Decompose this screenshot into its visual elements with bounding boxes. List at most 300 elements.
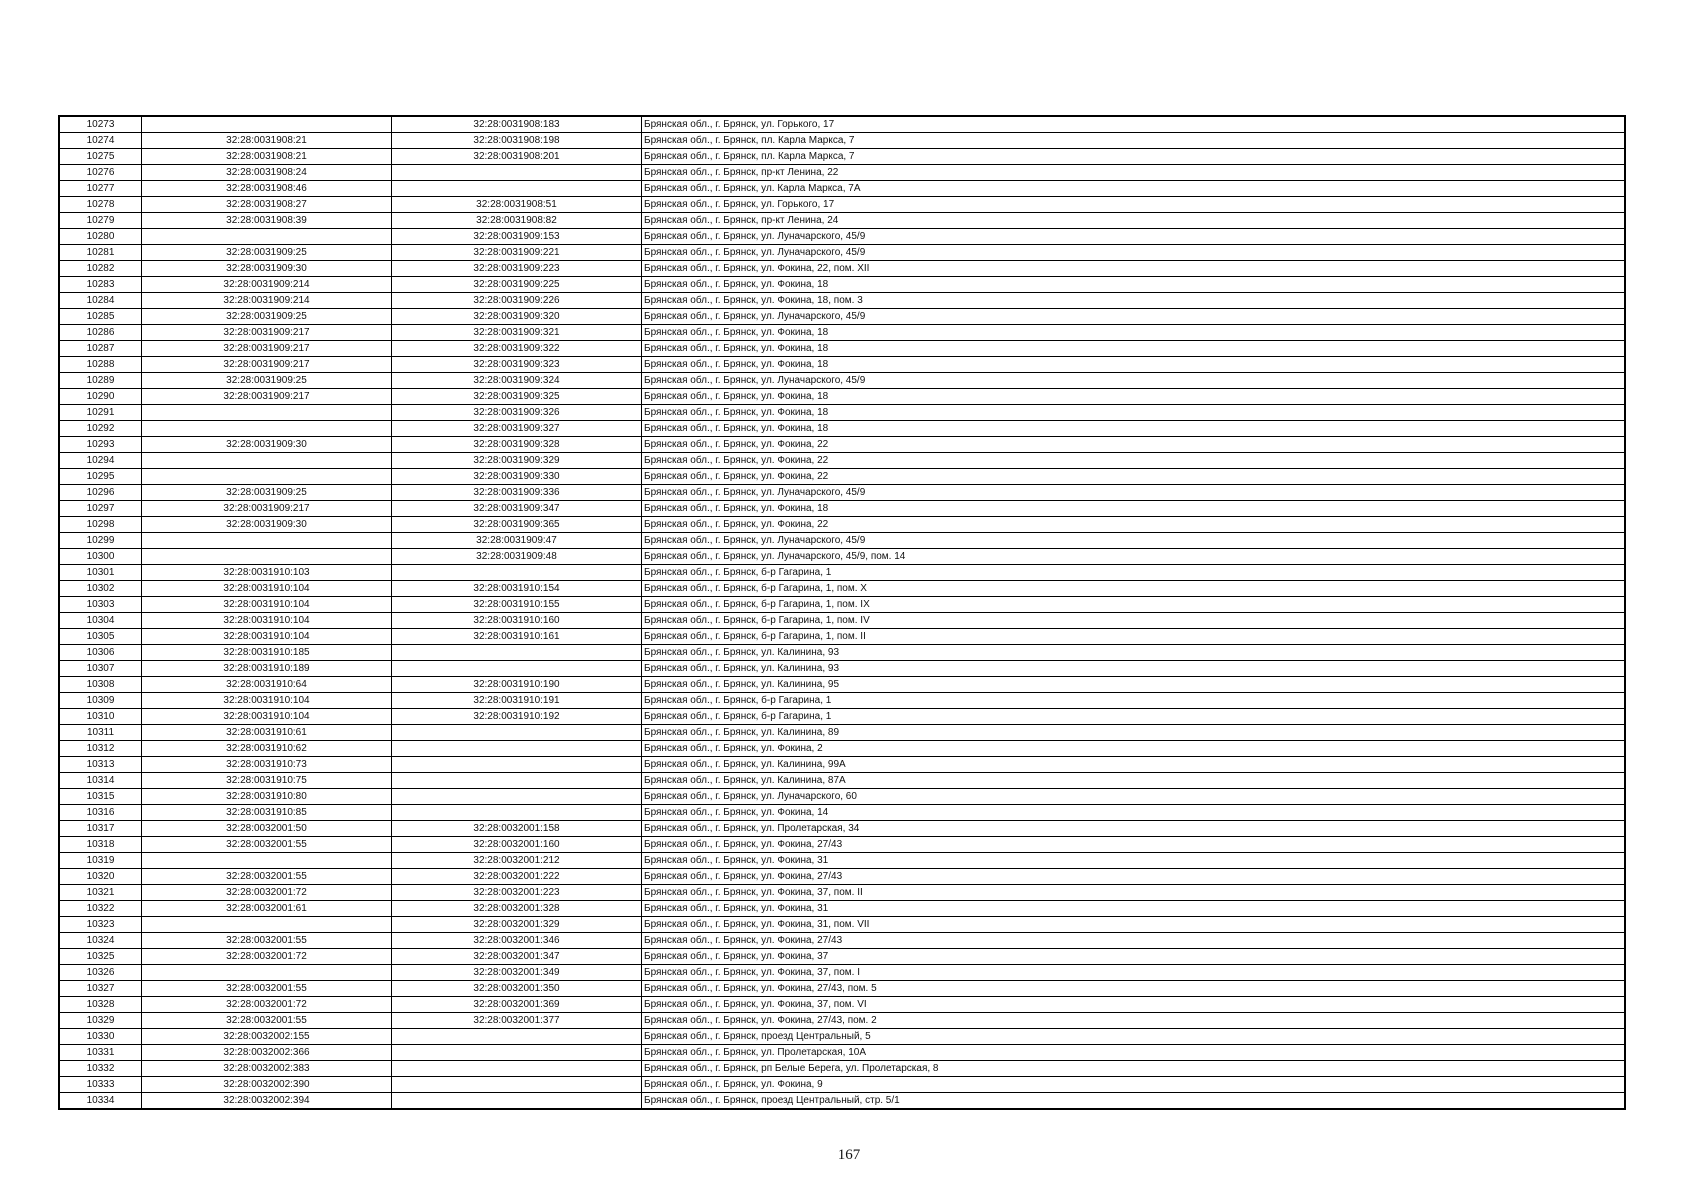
address-cell: Брянская обл., г. Брянск, ул. Фокина, 27/43, пом. 5 xyxy=(642,981,1626,997)
object-cadastral-cell: 32:28:0032001:328 xyxy=(392,901,642,917)
row-number-cell: 10302 xyxy=(59,581,142,597)
address-cell: Брянская обл., г. Брянск, ул. Калинина, 95 xyxy=(642,677,1626,693)
land-cadastral-cell: 32:28:0032001:72 xyxy=(142,997,392,1013)
row-number-cell: 10311 xyxy=(59,725,142,741)
address-cell: Брянская обл., г. Брянск, ул. Фокина, 22 xyxy=(642,517,1626,533)
row-number-cell: 10279 xyxy=(59,213,142,229)
table-row xyxy=(59,1061,1625,1077)
address-cell: Брянская обл., г. Брянск, ул. Фокина, 18 xyxy=(642,277,1626,293)
object-cadastral-cell: 32:28:0031910:155 xyxy=(392,597,642,613)
address-cell: Брянская обл., г. Брянск, пр-кт Ленина, 24 xyxy=(642,213,1626,229)
object-cadastral-cell: 32:28:0031908:51 xyxy=(392,197,642,213)
address-cell: Брянская обл., г. Брянск, ул. Фокина, 18 xyxy=(642,325,1626,341)
land-cadastral-cell: 32:28:0032001:61 xyxy=(142,901,392,917)
row-number-cell: 10276 xyxy=(59,165,142,181)
land-cadastral-cell: 32:28:0031908:24 xyxy=(142,165,392,181)
row-number-cell: 10314 xyxy=(59,773,142,789)
object-cadastral-cell: 32:28:0031909:322 xyxy=(392,341,642,357)
object-cadastral-cell: 32:28:0031909:153 xyxy=(392,229,642,245)
object-cadastral-cell: 32:28:0032001:349 xyxy=(392,965,642,981)
table-row xyxy=(59,245,1625,261)
object-cadastral-cell: 32:28:0031910:190 xyxy=(392,677,642,693)
land-cadastral-cell: 32:28:0031909:25 xyxy=(142,373,392,389)
address-cell: Брянская обл., г. Брянск, ул. Фокина, 31, пом. VII xyxy=(642,917,1626,933)
object-cadastral-cell: 32:28:0031909:328 xyxy=(392,437,642,453)
land-cadastral-cell: 32:28:0031909:30 xyxy=(142,437,392,453)
table-row xyxy=(59,437,1625,453)
row-number-cell: 10296 xyxy=(59,485,142,501)
address-cell: Брянская обл., г. Брянск, ул. Фокина, 27/43 xyxy=(642,933,1626,949)
object-cadastral-cell: 32:28:0032001:222 xyxy=(392,869,642,885)
land-cadastral-cell: 32:28:0031910:61 xyxy=(142,725,392,741)
address-cell: Брянская обл., г. Брянск, пл. Карла Маркса, 7 xyxy=(642,133,1626,149)
address-cell: Брянская обл., г. Брянск, ул. Фокина, 2 xyxy=(642,741,1626,757)
object-cadastral-cell: 32:28:0031910:154 xyxy=(392,581,642,597)
table-row xyxy=(59,629,1625,645)
row-number-cell: 10293 xyxy=(59,437,142,453)
address-cell: Брянская обл., г. Брянск, ул. Фокина, 18 xyxy=(642,357,1626,373)
land-cadastral-cell: 32:28:0031910:104 xyxy=(142,597,392,613)
row-number-cell: 10288 xyxy=(59,357,142,373)
table-row xyxy=(59,1093,1625,1110)
table-row xyxy=(59,149,1625,165)
land-cadastral-cell: 32:28:0032001:55 xyxy=(142,981,392,997)
table-row xyxy=(59,789,1625,805)
row-number-cell: 10322 xyxy=(59,901,142,917)
address-cell: Брянская обл., г. Брянск, ул. Горького, 17 xyxy=(642,197,1626,213)
table-row xyxy=(59,1013,1625,1029)
row-number-cell: 10304 xyxy=(59,613,142,629)
row-number-cell: 10330 xyxy=(59,1029,142,1045)
object-cadastral-cell: 32:28:0032001:329 xyxy=(392,917,642,933)
object-cadastral-cell: 32:28:0032001:347 xyxy=(392,949,642,965)
table-row xyxy=(59,165,1625,181)
address-cell: Брянская обл., г. Брянск, ул. Горького, 17 xyxy=(642,116,1626,133)
address-cell: Брянская обл., г. Брянск, ул. Фокина, 18 xyxy=(642,501,1626,517)
table-row xyxy=(59,421,1625,437)
address-cell: Брянская обл., г. Брянск, ул. Фокина, 31 xyxy=(642,853,1626,869)
land-cadastral-cell: 32:28:0031910:185 xyxy=(142,645,392,661)
row-number-cell: 10291 xyxy=(59,405,142,421)
table-row xyxy=(59,485,1625,501)
row-number-cell: 10321 xyxy=(59,885,142,901)
object-cadastral-cell: 32:28:0031908:82 xyxy=(392,213,642,229)
land-cadastral-cell: 32:28:0031909:217 xyxy=(142,501,392,517)
land-cadastral-cell: 32:28:0031909:217 xyxy=(142,325,392,341)
address-cell: Брянская обл., г. Брянск, ул. Фокина, 18 xyxy=(642,421,1626,437)
table-row xyxy=(59,917,1625,933)
row-number-cell: 10283 xyxy=(59,277,142,293)
row-number-cell: 10328 xyxy=(59,997,142,1013)
address-cell: Брянская обл., г. Брянск, ул. Пролетарская, 34 xyxy=(642,821,1626,837)
table-row xyxy=(59,1045,1625,1061)
address-cell: Брянская обл., г. Брянск, ул. Фокина, 27/43 xyxy=(642,869,1626,885)
land-cadastral-cell xyxy=(142,549,392,565)
table-row xyxy=(59,1077,1625,1093)
table-row xyxy=(59,517,1625,533)
address-cell: Брянская обл., г. Брянск, проезд Центральный, стр. 5/1 xyxy=(642,1093,1626,1110)
address-cell: Брянская обл., г. Брянск, ул. Фокина, 22 xyxy=(642,437,1626,453)
object-cadastral-cell xyxy=(392,773,642,789)
table-row xyxy=(59,453,1625,469)
row-number-cell: 10315 xyxy=(59,789,142,805)
object-cadastral-cell: 32:28:0031909:327 xyxy=(392,421,642,437)
object-cadastral-cell: 32:28:0031910:192 xyxy=(392,709,642,725)
land-cadastral-cell: 32:28:0032001:55 xyxy=(142,933,392,949)
object-cadastral-cell xyxy=(392,789,642,805)
row-number-cell: 10274 xyxy=(59,133,142,149)
land-cadastral-cell: 32:28:0032002:394 xyxy=(142,1093,392,1110)
row-number-cell: 10308 xyxy=(59,677,142,693)
address-cell: Брянская обл., г. Брянск, ул. Луначарского, 45/9 xyxy=(642,245,1626,261)
address-cell: Брянская обл., г. Брянск, ул. Карла Маркса, 7А xyxy=(642,181,1626,197)
address-cell: Брянская обл., г. Брянск, пл. Карла Маркса, 7 xyxy=(642,149,1626,165)
row-number-cell: 10326 xyxy=(59,965,142,981)
row-number-cell: 10286 xyxy=(59,325,142,341)
object-cadastral-cell: 32:28:0032001:369 xyxy=(392,997,642,1013)
land-cadastral-cell xyxy=(142,853,392,869)
address-cell: Брянская обл., г. Брянск, ул. Пролетарская, 10А xyxy=(642,1045,1626,1061)
address-cell: Брянская обл., г. Брянск, ул. Фокина, 37, пом. VI xyxy=(642,997,1626,1013)
object-cadastral-cell xyxy=(392,1077,642,1093)
address-cell: Брянская обл., г. Брянск, ул. Калинина, 87А xyxy=(642,773,1626,789)
table-row xyxy=(59,197,1625,213)
object-cadastral-cell xyxy=(392,645,642,661)
object-cadastral-cell: 32:28:0032001:160 xyxy=(392,837,642,853)
row-number-cell: 10312 xyxy=(59,741,142,757)
land-cadastral-cell: 32:28:0031910:104 xyxy=(142,709,392,725)
land-cadastral-cell: 32:28:0032001:72 xyxy=(142,949,392,965)
object-cadastral-cell: 32:28:0031910:191 xyxy=(392,693,642,709)
table-row xyxy=(59,597,1625,613)
row-number-cell: 10324 xyxy=(59,933,142,949)
table-row xyxy=(59,677,1625,693)
table-row xyxy=(59,293,1625,309)
address-cell: Брянская обл., г. Брянск, ул. Калинина, 99А xyxy=(642,757,1626,773)
object-cadastral-cell xyxy=(392,1093,642,1110)
object-cadastral-cell: 32:28:0032001:346 xyxy=(392,933,642,949)
row-number-cell: 10316 xyxy=(59,805,142,821)
table-row xyxy=(59,116,1625,133)
address-cell: Брянская обл., г. Брянск, ул. Луначарского, 45/9 xyxy=(642,309,1626,325)
row-number-cell: 10303 xyxy=(59,597,142,613)
object-cadastral-cell: 32:28:0031909:323 xyxy=(392,357,642,373)
row-number-cell: 10334 xyxy=(59,1093,142,1110)
land-cadastral-cell: 32:28:0032002:366 xyxy=(142,1045,392,1061)
land-cadastral-cell: 32:28:0031910:104 xyxy=(142,629,392,645)
object-cadastral-cell: 32:28:0031909:365 xyxy=(392,517,642,533)
object-cadastral-cell: 32:28:0031909:329 xyxy=(392,453,642,469)
land-cadastral-cell: 32:28:0032001:50 xyxy=(142,821,392,837)
object-cadastral-cell: 32:28:0031909:330 xyxy=(392,469,642,485)
table-row xyxy=(59,693,1625,709)
table-row xyxy=(59,725,1625,741)
land-cadastral-cell: 32:28:0032002:390 xyxy=(142,1077,392,1093)
address-cell: Брянская обл., г. Брянск, пр-кт Ленина, 22 xyxy=(642,165,1626,181)
row-number-cell: 10306 xyxy=(59,645,142,661)
land-cadastral-cell: 32:28:0031909:214 xyxy=(142,293,392,309)
table-row xyxy=(59,773,1625,789)
row-number-cell: 10284 xyxy=(59,293,142,309)
table-row xyxy=(59,565,1625,581)
table-row xyxy=(59,901,1625,917)
object-cadastral-cell: 32:28:0031909:336 xyxy=(392,485,642,501)
table-row xyxy=(59,949,1625,965)
object-cadastral-cell xyxy=(392,805,642,821)
address-cell: Брянская обл., г. Брянск, б-р Гагарина, 1 xyxy=(642,565,1626,581)
row-number-cell: 10327 xyxy=(59,981,142,997)
row-number-cell: 10273 xyxy=(59,116,142,133)
address-cell: Брянская обл., г. Брянск, ул. Фокина, 27/43, пом. 2 xyxy=(642,1013,1626,1029)
object-cadastral-cell: 32:28:0031910:160 xyxy=(392,613,642,629)
land-cadastral-cell xyxy=(142,453,392,469)
row-number-cell: 10287 xyxy=(59,341,142,357)
table-row xyxy=(59,933,1625,949)
row-number-cell: 10300 xyxy=(59,549,142,565)
address-cell: Брянская обл., г. Брянск, ул. Фокина, 31 xyxy=(642,901,1626,917)
row-number-cell: 10307 xyxy=(59,661,142,677)
row-number-cell: 10294 xyxy=(59,453,142,469)
object-cadastral-cell xyxy=(392,1061,642,1077)
land-cadastral-cell: 32:28:0031910:85 xyxy=(142,805,392,821)
row-number-cell: 10310 xyxy=(59,709,142,725)
object-cadastral-cell: 32:28:0031909:225 xyxy=(392,277,642,293)
table-row xyxy=(59,661,1625,677)
land-cadastral-cell: 32:28:0032002:155 xyxy=(142,1029,392,1045)
address-cell: Брянская обл., г. Брянск, ул. Фокина, 9 xyxy=(642,1077,1626,1093)
row-number-cell: 10290 xyxy=(59,389,142,405)
address-cell: Брянская обл., г. Брянск, ул. Фокина, 18, пом. 3 xyxy=(642,293,1626,309)
table-row xyxy=(59,373,1625,389)
address-cell: Брянская обл., г. Брянск, ул. Фокина, 37, пом. II xyxy=(642,885,1626,901)
object-cadastral-cell: 32:28:0031909:221 xyxy=(392,245,642,261)
table-row xyxy=(59,469,1625,485)
land-cadastral-cell: 32:28:0031910:104 xyxy=(142,693,392,709)
table-row xyxy=(59,357,1625,373)
address-cell: Брянская обл., г. Брянск, ул. Фокина, 27/43 xyxy=(642,837,1626,853)
land-cadastral-cell: 32:28:0032002:383 xyxy=(142,1061,392,1077)
land-cadastral-cell xyxy=(142,917,392,933)
address-cell: Брянская обл., г. Брянск, ул. Фокина, 22 xyxy=(642,453,1626,469)
land-cadastral-cell xyxy=(142,533,392,549)
object-cadastral-cell: 32:28:0032001:377 xyxy=(392,1013,642,1029)
address-cell: Брянская обл., г. Брянск, ул. Фокина, 37, пом. I xyxy=(642,965,1626,981)
row-number-cell: 10277 xyxy=(59,181,142,197)
land-cadastral-cell: 32:28:0031909:25 xyxy=(142,309,392,325)
row-number-cell: 10285 xyxy=(59,309,142,325)
row-number-cell: 10313 xyxy=(59,757,142,773)
object-cadastral-cell xyxy=(392,741,642,757)
row-number-cell: 10301 xyxy=(59,565,142,581)
object-cadastral-cell: 32:28:0032001:212 xyxy=(392,853,642,869)
address-cell: Брянская обл., г. Брянск, ул. Луначарского, 45/9, пом. 14 xyxy=(642,549,1626,565)
address-cell: Брянская обл., г. Брянск, ул. Луначарского, 45/9 xyxy=(642,229,1626,245)
row-number-cell: 10332 xyxy=(59,1061,142,1077)
table-row xyxy=(59,853,1625,869)
page-number: 167 xyxy=(837,1147,861,1163)
address-cell: Брянская обл., г. Брянск, ул. Фокина, 18 xyxy=(642,405,1626,421)
address-cell: Брянская обл., г. Брянск, б-р Гагарина, 1, пом. IX xyxy=(642,597,1626,613)
address-cell: Брянская обл., г. Брянск, ул. Калинина, 93 xyxy=(642,661,1626,677)
object-cadastral-cell xyxy=(392,1045,642,1061)
table-row xyxy=(59,821,1625,837)
address-cell: Брянская обл., г. Брянск, ул. Фокина, 22 xyxy=(642,469,1626,485)
object-cadastral-cell: 32:28:0031909:326 xyxy=(392,405,642,421)
address-cell: Брянская обл., г. Брянск, б-р Гагарина, 1 xyxy=(642,709,1626,725)
table-row xyxy=(59,757,1625,773)
row-number-cell: 10333 xyxy=(59,1077,142,1093)
object-cadastral-cell: 32:28:0031909:321 xyxy=(392,325,642,341)
land-cadastral-cell: 32:28:0031910:189 xyxy=(142,661,392,677)
land-cadastral-cell: 32:28:0031909:30 xyxy=(142,261,392,277)
land-cadastral-cell xyxy=(142,965,392,981)
row-number-cell: 10278 xyxy=(59,197,142,213)
address-cell: Брянская обл., г. Брянск, ул. Фокина, 14 xyxy=(642,805,1626,821)
land-cadastral-cell: 32:28:0031910:104 xyxy=(142,581,392,597)
address-cell: Брянская обл., г. Брянск, ул. Фокина, 22, пом. XII xyxy=(642,261,1626,277)
table-row xyxy=(59,581,1625,597)
land-cadastral-cell: 32:28:0031910:64 xyxy=(142,677,392,693)
row-number-cell: 10292 xyxy=(59,421,142,437)
address-cell: Брянская обл., г. Брянск, проезд Центральный, 5 xyxy=(642,1029,1626,1045)
row-number-cell: 10319 xyxy=(59,853,142,869)
object-cadastral-cell: 32:28:0031909:324 xyxy=(392,373,642,389)
address-cell: Брянская обл., г. Брянск, б-р Гагарина, 1, пом. IV xyxy=(642,613,1626,629)
object-cadastral-cell: 32:28:0032001:350 xyxy=(392,981,642,997)
row-number-cell: 10297 xyxy=(59,501,142,517)
object-cadastral-cell: 32:28:0032001:223 xyxy=(392,885,642,901)
address-cell: Брянская обл., г. Брянск, ул. Фокина, 18 xyxy=(642,389,1626,405)
object-cadastral-cell: 32:28:0031908:183 xyxy=(392,116,642,133)
table-row xyxy=(59,981,1625,997)
table-row xyxy=(59,277,1625,293)
land-cadastral-cell xyxy=(142,116,392,133)
address-cell: Брянская обл., г. Брянск, б-р Гагарина, 1, пом. X xyxy=(642,581,1626,597)
land-cadastral-cell: 32:28:0031910:103 xyxy=(142,565,392,581)
land-cadastral-cell: 32:28:0032001:55 xyxy=(142,869,392,885)
address-cell: Брянская обл., г. Брянск, ул. Калинина, 93 xyxy=(642,645,1626,661)
address-cell: Брянская обл., г. Брянск, ул. Луначарского, 45/9 xyxy=(642,373,1626,389)
land-cadastral-cell: 32:28:0031909:30 xyxy=(142,517,392,533)
row-number-cell: 10281 xyxy=(59,245,142,261)
row-number-cell: 10325 xyxy=(59,949,142,965)
row-number-cell: 10299 xyxy=(59,533,142,549)
object-cadastral-cell: 32:28:0031909:325 xyxy=(392,389,642,405)
land-cadastral-cell: 32:28:0031908:21 xyxy=(142,149,392,165)
table-row xyxy=(59,181,1625,197)
address-cell: Брянская обл., г. Брянск, ул. Фокина, 37 xyxy=(642,949,1626,965)
table-row xyxy=(59,645,1625,661)
table-row xyxy=(59,309,1625,325)
land-cadastral-cell: 32:28:0031909:25 xyxy=(142,485,392,501)
table-row xyxy=(59,965,1625,981)
land-cadastral-cell: 32:28:0031909:214 xyxy=(142,277,392,293)
address-cell: Брянская обл., г. Брянск, ул. Луначарского, 45/9 xyxy=(642,533,1626,549)
table-row xyxy=(59,709,1625,725)
table-row xyxy=(59,261,1625,277)
land-cadastral-cell: 32:28:0031908:21 xyxy=(142,133,392,149)
object-cadastral-cell xyxy=(392,1029,642,1045)
address-cell: Брянская обл., г. Брянск, рп Белые Берега, ул. Пролетарская, 8 xyxy=(642,1061,1626,1077)
table-row xyxy=(59,805,1625,821)
object-cadastral-cell: 32:28:0031909:320 xyxy=(392,309,642,325)
land-cadastral-cell: 32:28:0031909:217 xyxy=(142,341,392,357)
table-row xyxy=(59,549,1625,565)
table-row xyxy=(59,837,1625,853)
table-row xyxy=(59,741,1625,757)
land-cadastral-cell: 32:28:0031910:73 xyxy=(142,757,392,773)
land-cadastral-cell: 32:28:0031910:104 xyxy=(142,613,392,629)
address-cell: Брянская обл., г. Брянск, ул. Луначарского, 45/9 xyxy=(642,485,1626,501)
row-number-cell: 10275 xyxy=(59,149,142,165)
table-row xyxy=(59,133,1625,149)
table-row xyxy=(59,885,1625,901)
table-row xyxy=(59,533,1625,549)
row-number-cell: 10317 xyxy=(59,821,142,837)
table-row xyxy=(59,997,1625,1013)
object-cadastral-cell: 32:28:0031910:161 xyxy=(392,629,642,645)
object-cadastral-cell: 32:28:0032001:158 xyxy=(392,821,642,837)
row-number-cell: 10331 xyxy=(59,1045,142,1061)
land-cadastral-cell xyxy=(142,469,392,485)
object-cadastral-cell: 32:28:0031909:226 xyxy=(392,293,642,309)
table-row xyxy=(59,405,1625,421)
land-cadastral-cell: 32:28:0031910:75 xyxy=(142,773,392,789)
table-row xyxy=(59,869,1625,885)
address-cell: Брянская обл., г. Брянск, ул. Калинина, 89 xyxy=(642,725,1626,741)
row-number-cell: 10298 xyxy=(59,517,142,533)
table-row xyxy=(59,613,1625,629)
table-row xyxy=(59,501,1625,517)
land-cadastral-cell: 32:28:0032001:55 xyxy=(142,837,392,853)
table-row xyxy=(59,1029,1625,1045)
land-cadastral-cell: 32:28:0031909:217 xyxy=(142,389,392,405)
row-number-cell: 10318 xyxy=(59,837,142,853)
object-cadastral-cell xyxy=(392,565,642,581)
object-cadastral-cell xyxy=(392,181,642,197)
registry-table-body xyxy=(59,116,1625,1109)
row-number-cell: 10329 xyxy=(59,1013,142,1029)
row-number-cell: 10280 xyxy=(59,229,142,245)
address-cell: Брянская обл., г. Брянск, ул. Фокина, 18 xyxy=(642,341,1626,357)
object-cadastral-cell xyxy=(392,661,642,677)
row-number-cell: 10309 xyxy=(59,693,142,709)
object-cadastral-cell: 32:28:0031909:47 xyxy=(392,533,642,549)
address-cell: Брянская обл., г. Брянск, б-р Гагарина, 1, пом. II xyxy=(642,629,1626,645)
row-number-cell: 10305 xyxy=(59,629,142,645)
object-cadastral-cell: 32:28:0031909:223 xyxy=(392,261,642,277)
table-row xyxy=(59,325,1625,341)
land-cadastral-cell: 32:28:0031908:46 xyxy=(142,181,392,197)
table-row xyxy=(59,341,1625,357)
table-row xyxy=(59,389,1625,405)
address-cell: Брянская обл., г. Брянск, б-р Гагарина, 1 xyxy=(642,693,1626,709)
object-cadastral-cell: 32:28:0031908:198 xyxy=(392,133,642,149)
address-cell: Брянская обл., г. Брянск, ул. Луначарского, 60 xyxy=(642,789,1626,805)
row-number-cell: 10282 xyxy=(59,261,142,277)
land-cadastral-cell xyxy=(142,405,392,421)
land-cadastral-cell: 32:28:0031908:27 xyxy=(142,197,392,213)
land-cadastral-cell: 32:28:0031910:80 xyxy=(142,789,392,805)
row-number-cell: 10295 xyxy=(59,469,142,485)
object-cadastral-cell xyxy=(392,165,642,181)
row-number-cell: 10289 xyxy=(59,373,142,389)
land-cadastral-cell: 32:28:0032001:55 xyxy=(142,1013,392,1029)
land-cadastral-cell xyxy=(142,229,392,245)
object-cadastral-cell xyxy=(392,725,642,741)
registry-table xyxy=(58,115,1626,1110)
row-number-cell: 10323 xyxy=(59,917,142,933)
